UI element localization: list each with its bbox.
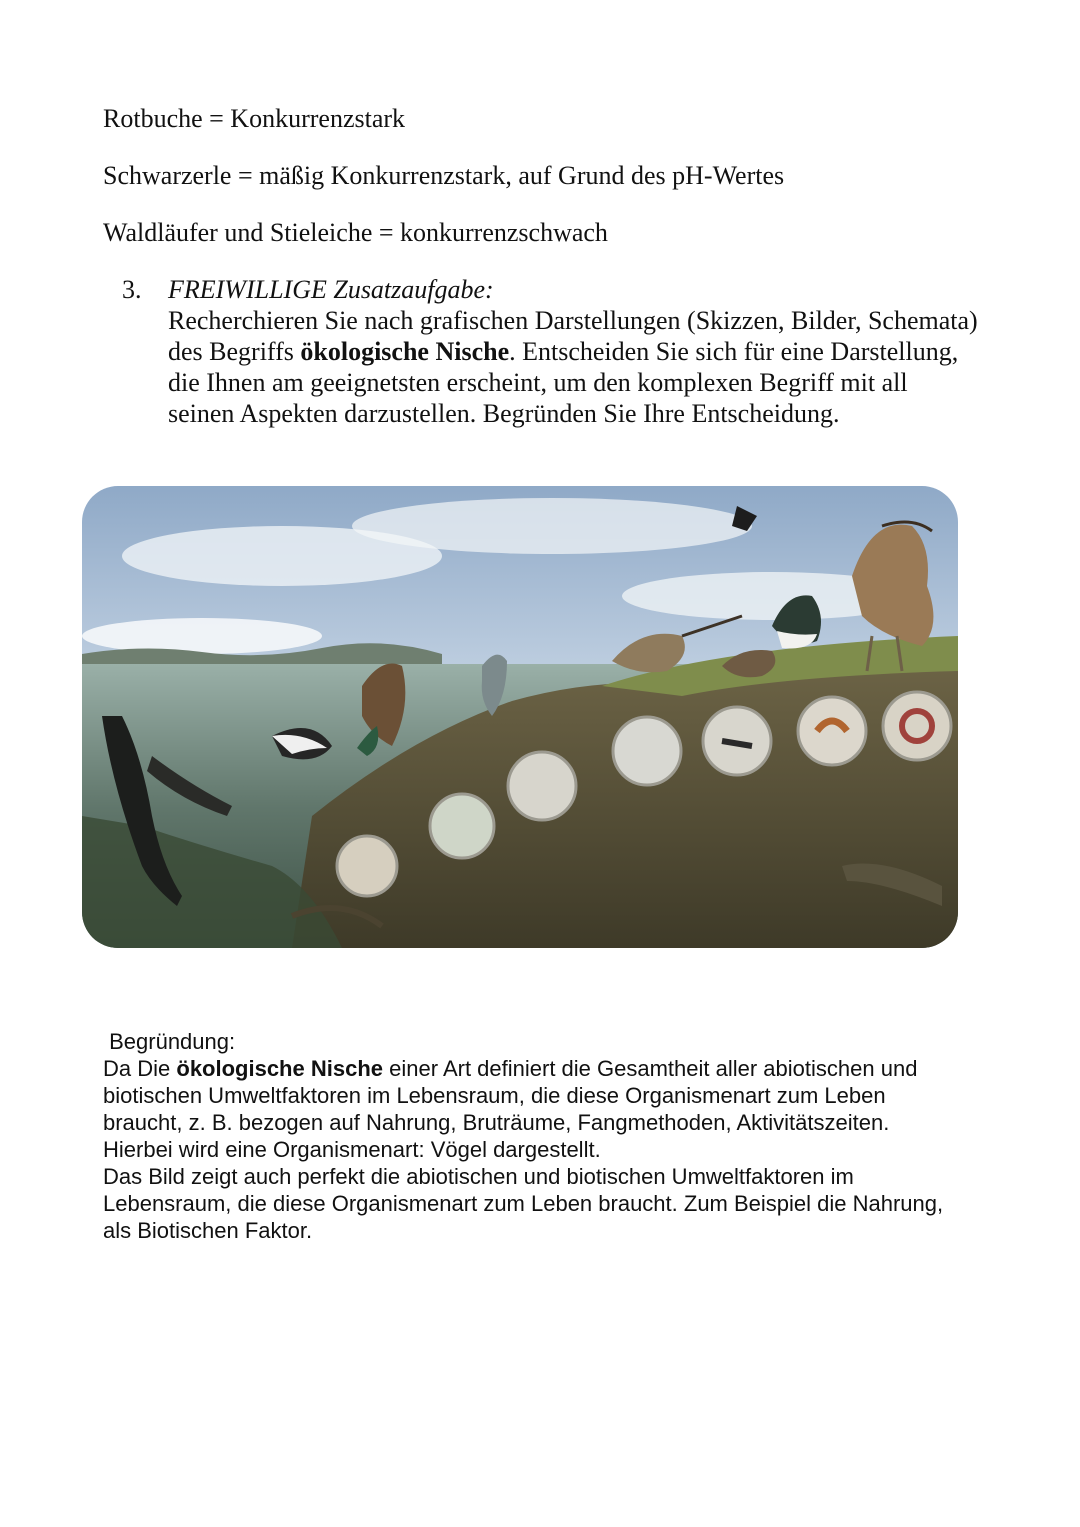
reasoning-paragraph-1: Da Die ökologische Nische einer Art definiert die Gesamtheit aller abiotischen und biotischen Umweltfaktoren im Lebensraum, die diese Organismenart zum Leben braucht, z. B. bezogen auf Nahrung, Bruträume, Fangmethoden, Aktivitätszeiten. <box>103 1056 918 1135</box>
reasoning-paragraph-2: Hierbei wird eine Organismenart: Vögel dargestellt. <box>103 1137 601 1162</box>
task-number: 3. <box>122 275 142 304</box>
text-line-waldlaeufer: Waldläufer und Stieleiche = konkurrenzschwach <box>103 218 608 247</box>
task-title: FREIWILLIGE Zusatzaufgabe: <box>168 275 494 304</box>
task-body <box>168 274 978 429</box>
reasoning-bold-term: ökologische Nische <box>176 1056 383 1081</box>
reasoning-section <box>103 1028 963 1244</box>
text-line-rotbuche: Rotbuche = Konkurrenzstark <box>103 104 406 133</box>
text-line-schwarzerle: Schwarzerle = mäßig Konkurrenzstark, auf Grund des pH-Wertes <box>103 161 785 190</box>
wetland-birds-illustration <box>82 486 958 948</box>
task-text: Recherchieren Sie nach grafischen Darstellungen (Skizzen, Bilder, Schemata) des Begriffs ökologische Nische. Entscheiden Sie sich für eine Darstellung, die Ihnen am geeignetsten erscheint, um den komplexen Begriff mit all seinen Aspekten darzustellen. Begründen Sie Ihre Entscheidung. <box>168 306 978 428</box>
reasoning-heading: Begründung: <box>103 1029 236 1054</box>
task-bold-term: ökologische Nische <box>300 337 510 366</box>
ecological-niche-illustration <box>82 486 958 948</box>
reasoning-paragraph-3: Das Bild zeigt auch perfekt die abiotischen und biotischen Umweltfaktoren im Lebensraum, die diese Organismenart zum Leben braucht. Zum Beispiel die Nahrung, als Biotischen Faktor. <box>103 1164 944 1243</box>
